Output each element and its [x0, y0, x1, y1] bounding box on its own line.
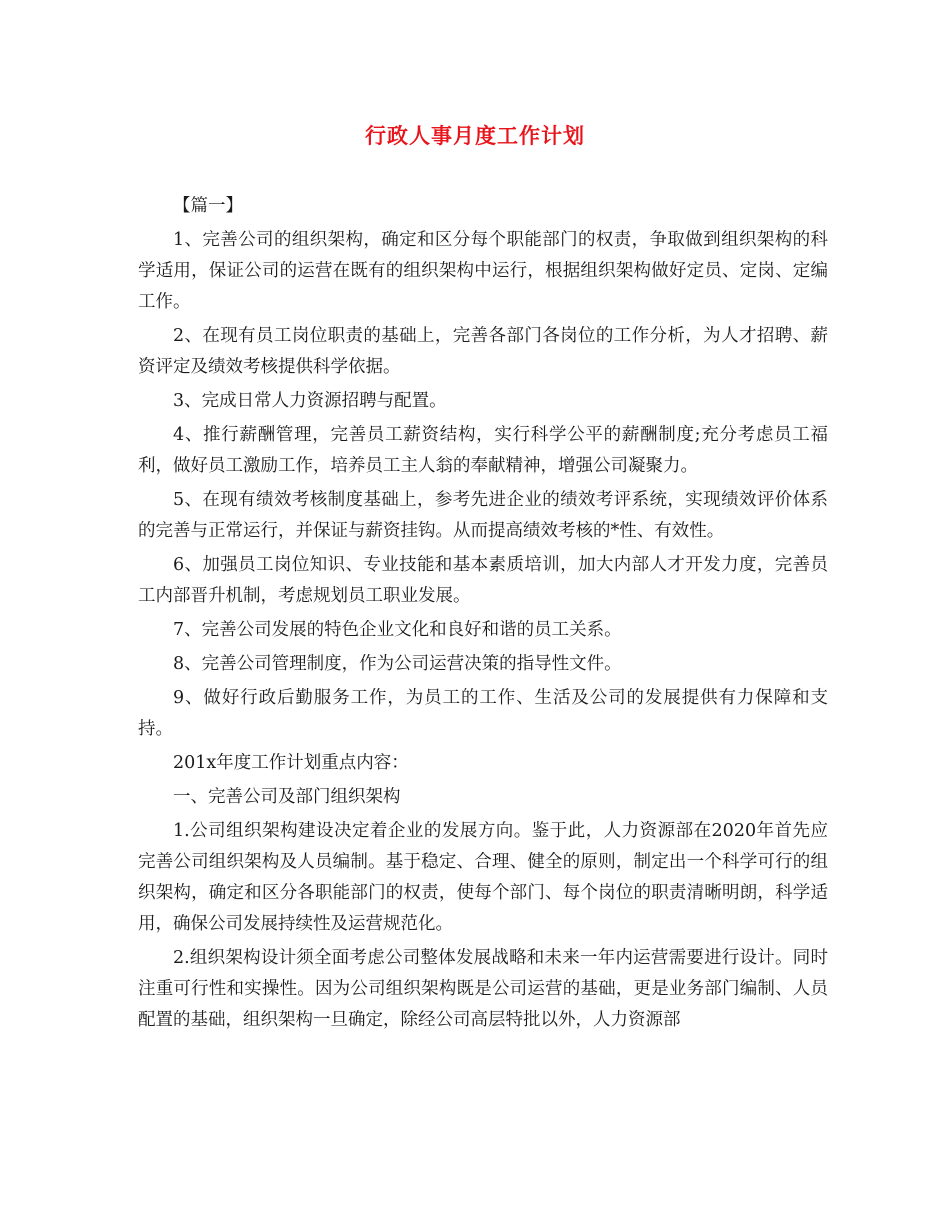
- paragraph: 5、在现有绩效考核制度基础上，参考先进企业的绩效考评系统，实现绩效评价体系的完善与正常运行，并保证与薪资挂钩。从而提高绩效考核的*性、有效性。: [138, 490, 828, 541]
- subheading: 一、完善公司及部门组织架构: [173, 787, 401, 807]
- paragraph: 2、在现有员工岗位职责的基础上，完善各部门各岗位的工作分析，为人才招聘、薪资评定及绩效考核提供科学依据。: [138, 326, 828, 377]
- paragraph: 3、完成日常人力资源招聘与配置。: [173, 391, 447, 411]
- paragraph: 8、完善公司管理制度，作为公司运营决策的指导性文件。: [173, 654, 622, 674]
- paragraph: 4、推行薪酬管理，完善员工薪资结构，实行科学公平的薪酬制度;充分考虑员工福利，做好员工激励工作，培养员工主人翁的奉献精神，增强公司凝聚力。: [138, 425, 828, 476]
- paragraph: 1.公司组织架构建设决定着企业的发展方向。鉴于此，人力资源部在2020年首先应完善公司组织架构及人员编制。基于稳定、合理、健全的原则，制定出一个科学可行的组织架构，确定和区分各职能部门的权责，使每个部门、每个岗位的职责清晰明朗，科学适用，确保公司发展持续性及运营规范化。: [138, 821, 828, 934]
- section-heading: 【篇一】: [173, 196, 243, 216]
- paragraph: 9、做好行政后勤服务工作，为员工的工作、生活及公司的发展提供有力保障和支持。: [138, 688, 828, 739]
- paragraph: 1、完善公司的组织架构，确定和区分每个职能部门的权责，争取做到组织架构的科学适用，保证公司的运营在既有的组织架构中运行，根据组织架构做好定员、定岗、定编工作。: [138, 230, 828, 312]
- paragraph: 7、完善公司发展的特色企业文化和良好和谐的员工关系。: [173, 620, 622, 640]
- paragraph: 2.组织架构设计须全面考虑公司整体发展战略和未来一年内运营需要进行设计。同时注重可行性和实操性。因为公司组织架构既是公司运营的基础，更是业务部门编制、人员配置的基础，组织架构一旦确定，除经公司高层特批以外，人力资源部: [138, 948, 828, 1030]
- paragraph: 201x年度工作计划重点内容：: [173, 753, 409, 773]
- paragraph: 6、加强员工岗位知识、专业技能和基本素质培训，加大内部人才开发力度，完善员工内部晋升机制，考虑规划员工职业发展。: [138, 555, 828, 606]
- document-title: 行政人事月度工作计划: [365, 123, 585, 148]
- document-body: [138, 191, 828, 1039]
